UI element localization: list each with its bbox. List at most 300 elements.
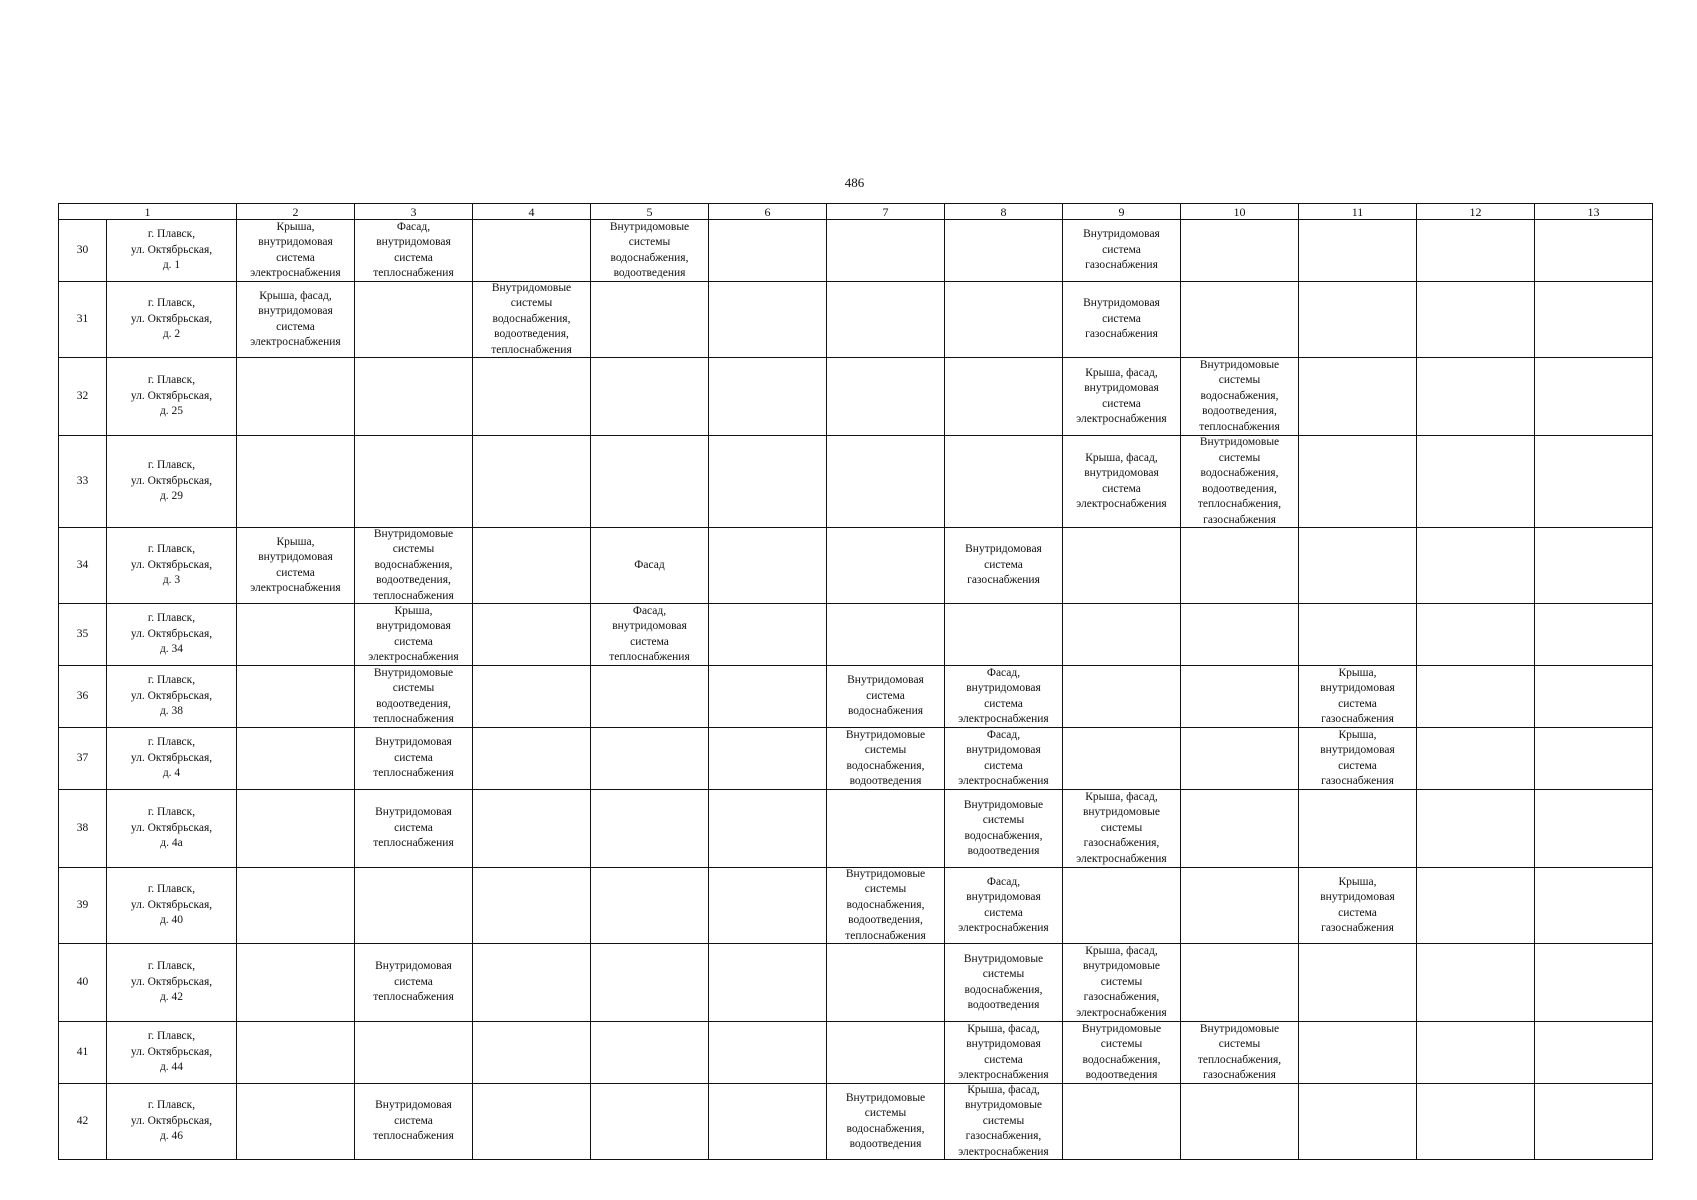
cell-line: внутридомовая	[966, 744, 1041, 756]
work-cell-col-7	[827, 220, 945, 282]
cell-line: Крыша, фасад,	[1085, 790, 1158, 803]
cell-line: газоснабжения	[1085, 328, 1158, 341]
work-cell-col-12	[1417, 604, 1535, 666]
cell-line: теплоснабжения	[373, 1130, 454, 1143]
cell-line: система	[984, 906, 1023, 919]
work-cell-col-13	[1535, 1084, 1653, 1160]
work-cell-col-7	[827, 1022, 945, 1084]
work-cell-col-6	[709, 666, 827, 728]
column-header-1: 1	[59, 204, 237, 220]
cell-line: водоотведения	[613, 267, 686, 279]
work-cell-col-6	[709, 528, 827, 604]
cell-line: Внутридомовая	[375, 960, 452, 973]
column-header-7: 7	[827, 204, 945, 220]
cell-line: теплоснабжения	[373, 713, 454, 725]
cell-line: Внутридомовые	[491, 282, 572, 294]
cell-line: водоснабжения,	[964, 983, 1043, 996]
work-cell-col-12	[1417, 358, 1535, 436]
cell-line: теплоснабжения,	[1197, 1053, 1282, 1066]
work-cell-col-11	[1299, 220, 1417, 282]
address-cell	[107, 666, 237, 728]
cell-line: водоснабжения	[847, 705, 924, 718]
work-cell-col-13	[1535, 666, 1653, 728]
column-header-2: 2	[237, 204, 355, 220]
header-row	[59, 204, 1653, 220]
work-cell-col-4	[473, 666, 591, 728]
cell-line: г. Плавск,	[147, 374, 196, 387]
cell-line: система	[394, 1114, 433, 1127]
work-cell-col-4	[473, 220, 591, 282]
cell-line: газоснабжения	[1321, 922, 1394, 934]
work-cell-col-2	[237, 220, 355, 282]
cell-line: водоснабжения,	[964, 829, 1043, 842]
work-cell-col-3	[355, 220, 473, 282]
cell-line: система	[394, 635, 433, 648]
column-header-3: 3	[355, 204, 473, 220]
work-cell-col-2	[237, 282, 355, 358]
cell-line: Фасад,	[986, 728, 1021, 741]
cell-line: системы	[982, 814, 1025, 826]
cell-line: д. 2	[162, 328, 181, 341]
work-cell-col-6	[709, 1022, 827, 1084]
work-cell-col-6	[709, 868, 827, 944]
work-cell-col-3	[355, 790, 473, 868]
table-row	[59, 436, 1653, 528]
cell-line: Внутридомовая	[375, 736, 452, 749]
cell-line: внутридомовая	[376, 620, 451, 632]
column-header-13: 13	[1535, 204, 1653, 220]
cell-line: системы	[510, 297, 553, 310]
cell-line: Крыша,	[1338, 875, 1377, 888]
work-cell-col-13	[1535, 358, 1653, 436]
cell-line: теплоснабжения	[845, 929, 926, 942]
cell-line: газоснабжения	[967, 574, 1040, 587]
cell-line: водоотведения,	[1202, 405, 1277, 418]
work-cell-col-8	[945, 790, 1063, 868]
work-cell-col-9	[1063, 358, 1181, 436]
work-cell-col-5	[591, 282, 709, 358]
cell-line: Внутридомовая	[1083, 297, 1160, 310]
cell-line: электроснабжения	[1076, 498, 1167, 510]
work-cell-col-5	[591, 1022, 709, 1084]
work-cell-col-4	[473, 604, 591, 666]
work-cell-col-7	[827, 436, 945, 528]
work-cell-col-11	[1299, 868, 1417, 944]
cell-line: система	[394, 251, 433, 264]
cell-line: водоснабжения,	[846, 898, 925, 911]
work-cell-col-8	[945, 604, 1063, 666]
column-header-5: 5	[591, 204, 709, 220]
cell-line: Внутридомовые	[373, 528, 454, 540]
row-number: 39	[59, 868, 107, 944]
cell-line: системы	[982, 968, 1025, 980]
cell-line: г. Плавск,	[147, 883, 196, 896]
cell-line: системы	[1218, 374, 1261, 387]
work-cell-col-11	[1299, 1084, 1417, 1160]
work-cell-col-4	[473, 790, 591, 868]
work-cell-col-8	[945, 528, 1063, 604]
address-cell	[107, 944, 237, 1022]
work-cell-col-12	[1417, 944, 1535, 1022]
cell-line: система	[1102, 397, 1141, 410]
work-cell-col-12	[1417, 220, 1535, 282]
cell-line: внутридомовая	[966, 682, 1041, 694]
work-cell-col-13	[1535, 282, 1653, 358]
cell-line: г. Плавск,	[147, 612, 196, 625]
cell-line: водоснабжения,	[846, 759, 925, 772]
cell-line: системы	[628, 236, 671, 248]
cell-line: ул. Октябрьская,	[130, 474, 213, 487]
work-cell-col-6	[709, 436, 827, 528]
work-cell-col-12	[1417, 1022, 1535, 1084]
row-number: 40	[59, 944, 107, 1022]
cell-line: система	[866, 689, 905, 702]
address-cell	[107, 436, 237, 528]
cell-line: ул. Октябрьская,	[130, 975, 213, 988]
cell-line: д. 34	[159, 643, 184, 656]
cell-line: ул. Октябрьская,	[130, 751, 213, 764]
cell-line: система	[984, 558, 1023, 571]
cell-line: ул. Октябрьская,	[130, 1114, 213, 1127]
cell-line: г. Плавск,	[147, 459, 196, 472]
cell-line: д. 38	[159, 705, 184, 718]
cell-line: система	[276, 566, 315, 579]
cell-line: система	[1338, 906, 1377, 919]
work-cell-col-7	[827, 1084, 945, 1160]
table-row	[59, 868, 1653, 944]
cell-line: теплоснабжения	[609, 651, 690, 663]
work-cell-col-9	[1063, 604, 1181, 666]
cell-line: внутридомовая	[1320, 682, 1395, 694]
work-cell-col-4	[473, 436, 591, 528]
cell-line: ул. Октябрьская,	[130, 821, 213, 834]
cell-line: системы	[1100, 1038, 1143, 1050]
table-row	[59, 604, 1653, 666]
cell-line: д. 25	[159, 405, 184, 418]
work-cell-col-3	[355, 528, 473, 604]
cell-line: внутридомовая	[376, 236, 451, 248]
cell-line: газоснабжения	[1203, 1069, 1276, 1081]
work-cell-col-13	[1535, 604, 1653, 666]
address-cell	[107, 1022, 237, 1084]
cell-line: система	[984, 697, 1023, 710]
work-cell-col-13	[1535, 220, 1653, 282]
cell-line: системы	[982, 1114, 1025, 1127]
work-cell-col-2	[237, 1084, 355, 1160]
work-cell-col-4	[473, 1022, 591, 1084]
work-cell-col-3	[355, 868, 473, 944]
cell-line: система	[1338, 697, 1377, 710]
work-cell-col-11	[1299, 1022, 1417, 1084]
work-cell-col-2	[237, 436, 355, 528]
cell-line: Фасад,	[396, 220, 431, 233]
cell-line: газоснабжения,	[1083, 837, 1160, 850]
cell-line: внутридомовые	[964, 1099, 1043, 1112]
row-number: 31	[59, 282, 107, 358]
cell-line: Внутридомовая	[375, 806, 452, 819]
work-cell-col-9	[1063, 790, 1181, 868]
work-cell-col-8	[945, 1084, 1063, 1160]
cell-line: Фасад,	[986, 875, 1021, 888]
cell-line: электроснабжения	[958, 713, 1049, 725]
cell-line: Внутридомовые	[373, 666, 454, 679]
cell-line: системы	[392, 543, 435, 556]
cell-line: теплоснабжения	[373, 589, 454, 602]
cell-line: система	[630, 635, 669, 648]
table-row	[59, 944, 1653, 1022]
work-cell-col-12	[1417, 528, 1535, 604]
work-cell-col-2	[237, 1022, 355, 1084]
cell-line: Фасад,	[632, 604, 667, 617]
cell-line: водоснабжения,	[1200, 467, 1279, 479]
work-cell-col-9	[1063, 436, 1181, 528]
work-cell-col-5	[591, 358, 709, 436]
cell-line: Крыша,	[394, 604, 433, 617]
cell-line: г. Плавск,	[147, 297, 196, 310]
cell-line: д. 1	[162, 259, 181, 272]
cell-line: внутридомовая	[612, 620, 687, 632]
work-cell-col-8	[945, 358, 1063, 436]
page-number: 486	[844, 175, 865, 190]
work-cell-col-7	[827, 944, 945, 1022]
work-cell-col-12	[1417, 728, 1535, 790]
table-header	[59, 204, 1653, 220]
repair-schedule-table	[58, 203, 1653, 1160]
work-cell-col-13	[1535, 528, 1653, 604]
address-cell	[107, 728, 237, 790]
work-cell-col-7	[827, 728, 945, 790]
address-cell	[107, 1084, 237, 1160]
cell-line: газоснабжения	[1085, 259, 1158, 272]
work-cell-col-8	[945, 436, 1063, 528]
cell-line: Внутридомовая	[965, 543, 1042, 556]
cell-line: водоотведения	[967, 845, 1040, 857]
cell-line: газоснабжения,	[965, 1130, 1042, 1143]
work-cell-col-11	[1299, 790, 1417, 868]
table-row	[59, 282, 1653, 358]
cell-line: Крыша, фасад,	[1085, 451, 1158, 464]
table-row	[59, 528, 1653, 604]
cell-line: система	[394, 821, 433, 834]
work-cell-col-4	[473, 358, 591, 436]
work-cell-col-10	[1181, 868, 1299, 944]
table-body	[59, 220, 1653, 1160]
cell-line: внутридомовая	[258, 236, 333, 248]
cell-line: системы	[1100, 821, 1143, 834]
work-cell-col-5	[591, 1084, 709, 1160]
cell-line: водоотведения,	[1202, 482, 1277, 495]
work-cell-col-7	[827, 868, 945, 944]
cell-line: электроснабжения	[250, 582, 341, 594]
cell-line: г. Плавск,	[147, 543, 196, 556]
cell-line: Внутридомовые	[1199, 358, 1280, 371]
cell-line: электроснабжения	[250, 267, 341, 279]
work-cell-col-6	[709, 728, 827, 790]
table-row	[59, 790, 1653, 868]
table-row	[59, 358, 1653, 436]
cell-line: теплоснабжения	[373, 837, 454, 850]
work-cell-col-7	[827, 790, 945, 868]
cell-line: Крыша,	[276, 220, 315, 233]
work-cell-col-3	[355, 1022, 473, 1084]
cell-line: водоотведения,	[376, 697, 451, 710]
work-cell-col-9	[1063, 1084, 1181, 1160]
cell-line: электроснабжения	[368, 651, 459, 663]
cell-line: внутридомовая	[1084, 467, 1159, 479]
work-cell-col-3	[355, 1084, 473, 1160]
work-cell-col-10	[1181, 436, 1299, 528]
cell-line: системы	[864, 1107, 907, 1119]
cell-line: ул. Октябрьская,	[130, 243, 213, 256]
row-number: 38	[59, 790, 107, 868]
work-cell-col-5	[591, 604, 709, 666]
cell-line: система	[1102, 482, 1141, 495]
row-number: 34	[59, 528, 107, 604]
work-cell-col-8	[945, 1022, 1063, 1084]
work-cell-col-2	[237, 528, 355, 604]
cell-line: г. Плавск,	[147, 806, 196, 819]
cell-line: д. 3	[162, 574, 181, 587]
work-cell-col-9	[1063, 666, 1181, 728]
work-cell-col-2	[237, 944, 355, 1022]
cell-line: системы	[1100, 975, 1143, 988]
cell-line: теплоснабжения	[373, 267, 454, 279]
cell-line: внутридомовая	[1320, 744, 1395, 756]
cell-line: водоснабжения,	[846, 1122, 925, 1135]
work-cell-col-10	[1181, 282, 1299, 358]
cell-line: электроснабжения	[958, 1145, 1049, 1158]
work-cell-col-10	[1181, 666, 1299, 728]
work-cell-col-12	[1417, 436, 1535, 528]
cell-line: теплоснабжения,	[1197, 498, 1282, 510]
work-cell-col-7	[827, 528, 945, 604]
column-header-12: 12	[1417, 204, 1535, 220]
address-cell	[107, 282, 237, 358]
column-header-9: 9	[1063, 204, 1181, 220]
address-cell	[107, 868, 237, 944]
cell-line: система	[984, 759, 1023, 772]
cell-line: г. Плавск,	[147, 674, 196, 687]
cell-line: Внутридомовые	[1199, 1022, 1280, 1035]
work-cell-col-5	[591, 528, 709, 604]
cell-line: ул. Октябрьская,	[130, 898, 213, 911]
address-cell	[107, 790, 237, 868]
work-cell-col-12	[1417, 868, 1535, 944]
work-cell-col-7	[827, 282, 945, 358]
work-cell-col-10	[1181, 358, 1299, 436]
cell-line: система	[394, 751, 433, 764]
cell-line: водоснабжения,	[492, 312, 571, 325]
work-cell-col-5	[591, 790, 709, 868]
row-number: 30	[59, 220, 107, 282]
address-cell	[107, 358, 237, 436]
cell-line: Внутридомовые	[1081, 1022, 1162, 1035]
work-cell-col-7	[827, 604, 945, 666]
work-cell-col-10	[1181, 1084, 1299, 1160]
row-number: 33	[59, 436, 107, 528]
table-row	[59, 666, 1653, 728]
cell-line: д. 29	[159, 490, 184, 503]
cell-line: внутридомовые	[1082, 806, 1161, 819]
cell-line: система	[1338, 759, 1377, 772]
cell-line: Внутридомовые	[845, 868, 926, 880]
cell-line: Внутридомовые	[963, 798, 1044, 811]
cell-line: системы	[864, 883, 907, 896]
work-cell-col-8	[945, 944, 1063, 1022]
work-cell-col-9	[1063, 728, 1181, 790]
cell-line: Крыша, фасад,	[259, 289, 332, 302]
work-cell-col-5	[591, 220, 709, 282]
cell-line: внутридомовая	[966, 891, 1041, 903]
cell-line: внутридомовая	[1084, 382, 1159, 394]
work-cell-col-3	[355, 666, 473, 728]
work-cell-col-6	[709, 944, 827, 1022]
cell-line: системы	[392, 682, 435, 694]
work-cell-col-13	[1535, 728, 1653, 790]
work-cell-col-3	[355, 604, 473, 666]
work-cell-col-11	[1299, 282, 1417, 358]
cell-line: системы	[1218, 1038, 1261, 1050]
cell-line: электроснабжения	[958, 775, 1049, 787]
work-cell-col-11	[1299, 728, 1417, 790]
cell-line: ул. Октябрьская,	[130, 558, 213, 571]
row-number: 37	[59, 728, 107, 790]
work-cell-col-5	[591, 436, 709, 528]
cell-line: ул. Октябрьская,	[130, 389, 213, 402]
cell-line: ул. Октябрьская,	[130, 312, 213, 325]
work-cell-col-10	[1181, 944, 1299, 1022]
cell-line: Внутридомовые	[1199, 436, 1280, 448]
cell-line: газоснабжения	[1321, 775, 1394, 787]
work-cell-col-10	[1181, 1022, 1299, 1084]
work-cell-col-5	[591, 728, 709, 790]
work-cell-col-13	[1535, 1022, 1653, 1084]
cell-line: водоотведения,	[494, 328, 569, 341]
cell-line: д. 4а	[160, 837, 183, 850]
work-cell-col-10	[1181, 604, 1299, 666]
work-cell-col-2	[237, 666, 355, 728]
work-cell-col-11	[1299, 528, 1417, 604]
cell-line: система	[276, 251, 315, 264]
work-cell-col-13	[1535, 944, 1653, 1022]
work-cell-col-5	[591, 666, 709, 728]
work-cell-col-4	[473, 282, 591, 358]
cell-line: г. Плавск,	[147, 960, 196, 973]
work-cell-col-13	[1535, 868, 1653, 944]
row-number: 32	[59, 358, 107, 436]
cell-line: ул. Октябрьская,	[130, 1045, 213, 1058]
work-cell-col-12	[1417, 282, 1535, 358]
cell-line: д. 42	[159, 991, 184, 1004]
cell-line: Внутридомовая	[375, 1099, 452, 1112]
cell-line: г. Плавск,	[147, 1099, 196, 1112]
work-cell-col-3	[355, 944, 473, 1022]
cell-line: Крыша,	[1338, 728, 1377, 741]
cell-line: система	[984, 1053, 1023, 1066]
table-row	[59, 1084, 1653, 1160]
work-cell-col-13	[1535, 790, 1653, 868]
cell-line: водоснабжения,	[1082, 1053, 1161, 1066]
column-header-11: 11	[1299, 204, 1417, 220]
cell-line: водоснабжения,	[610, 251, 689, 264]
work-cell-col-10	[1181, 528, 1299, 604]
cell-line: д. 44	[159, 1061, 184, 1074]
work-cell-col-9	[1063, 282, 1181, 358]
cell-line: водоотведения	[967, 999, 1040, 1011]
table-row	[59, 1022, 1653, 1084]
work-cell-col-12	[1417, 790, 1535, 868]
work-cell-col-10	[1181, 790, 1299, 868]
